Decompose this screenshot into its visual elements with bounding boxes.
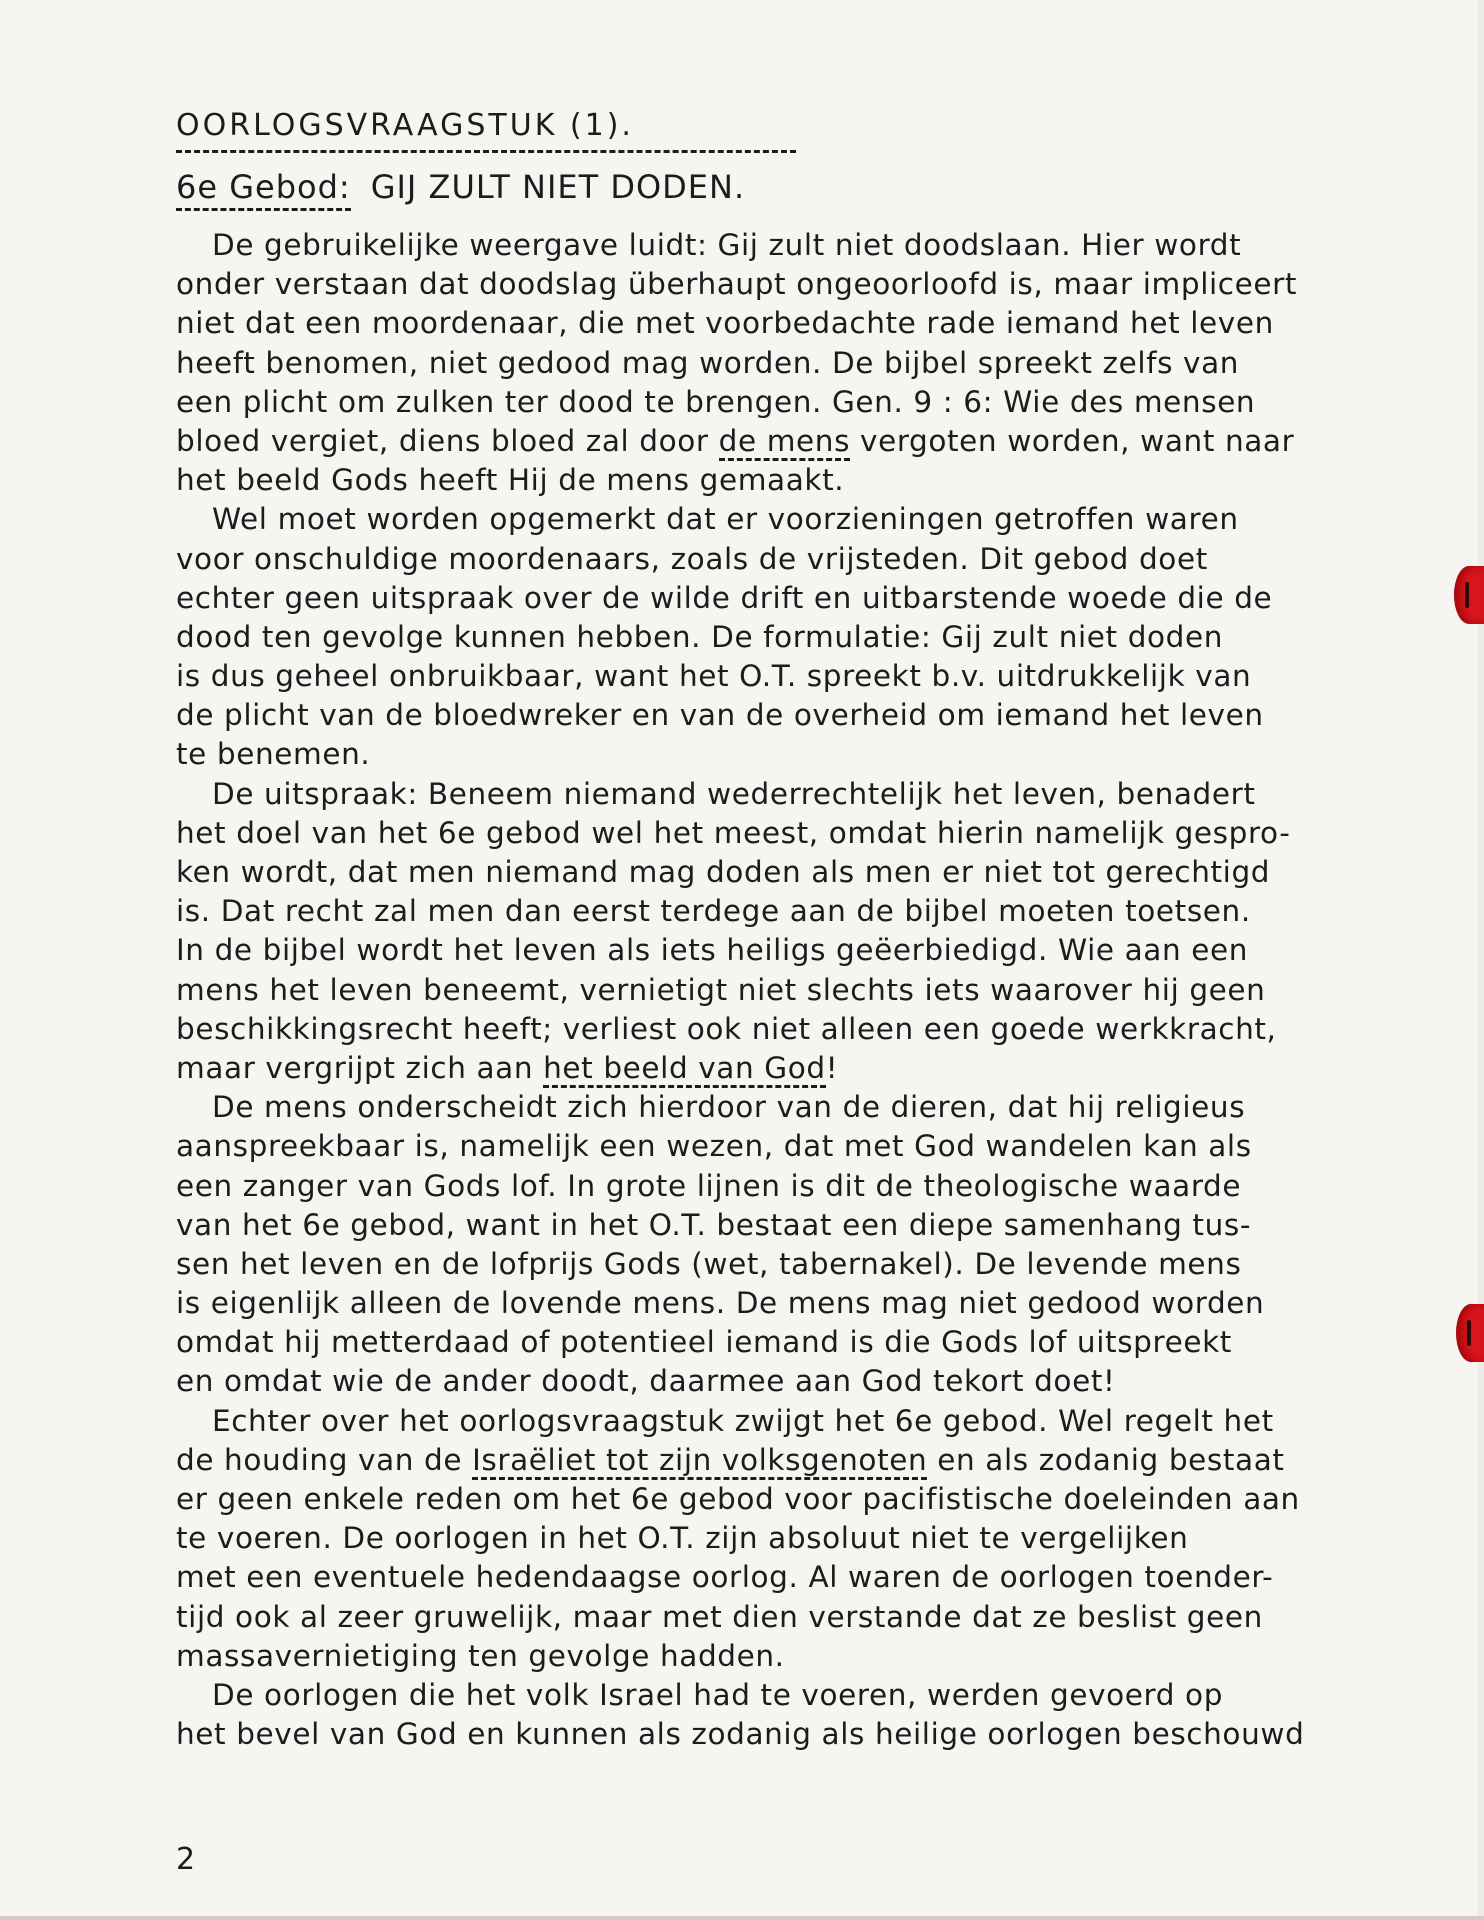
text-line: echter geen uitspraak over de wilde drift en uitbarstende woede die de: [176, 580, 1273, 615]
text-line: In de bijbel wordt het leven als iets heiligs geëerbiedigd. Wie aan een: [176, 933, 1249, 968]
text-line: mens het leven beneemt, vernietigt niet slechts iets waarover hij geen: [176, 972, 1266, 1007]
punch-hole-lower: [1456, 1304, 1484, 1362]
text-line: te benemen.: [176, 737, 371, 772]
commandment-text: GIJ ZULT NIET DODEN.: [370, 168, 746, 206]
underlined-phrase: de mens: [719, 424, 850, 461]
text-line: te voeren. De oorlogen in het O.T. zijn absoluut niet te vergelijken: [176, 1521, 1189, 1556]
text-line: het bevel van God en kunnen als zodanig als heilige oorlogen beschouwd: [176, 1717, 1305, 1752]
underlined-phrase: het beeld van God: [543, 1051, 826, 1088]
text-segment: en als zodanig bestaat: [927, 1442, 1285, 1477]
text-line: de plicht van de bloedwreker en van de overheid om iemand het leven: [176, 698, 1264, 733]
text-line: er geen enkele reden om het 6e gebod voor pacifistische doeleinden aan: [176, 1482, 1300, 1516]
text-line: onder verstaan dat doodslag überhaupt ongeoorloofd is, maar impliceert: [176, 267, 1297, 302]
text-segment: !: [825, 1050, 839, 1085]
text-line: het doel van het 6e gebod wel het meest, omdat hierin namelijk gespro-: [176, 815, 1291, 850]
text-segment: de houding van de: [176, 1442, 473, 1477]
punch-hole-upper: [1454, 566, 1484, 624]
text-line: aanspreekbaar is, namelijk een wezen, dat met God wandelen kan als: [176, 1129, 1252, 1164]
text-line: De oorlogen die het volk Israel had te voeren, werden gevoerd op: [212, 1677, 1224, 1712]
text-line: is eigenlijk alleen de lovende mens. De mens mag niet gedood worden: [176, 1286, 1265, 1321]
body-text: [176, 226, 1416, 1754]
text-line: [176, 1441, 1416, 1480]
text-line: sen het leven en de lofprijs Gods (wet, tabernakel). De levende mens: [176, 1246, 1242, 1281]
text-segment: maar vergrijpt zich aan: [176, 1050, 544, 1085]
text-line: is. Dat recht zal men dan eerst terdege aan de bijbel moeten toetsen.: [176, 894, 1251, 929]
commandment-heading: [176, 166, 745, 208]
document-title: OORLOGSVRAAGSTUK (1).: [176, 108, 634, 143]
text-line: met een eventuele hedendaagse oorlog. Al waren de oorlogen toender-: [176, 1560, 1274, 1595]
underlined-phrase: Israëliet tot zijn volksgenoten: [472, 1443, 927, 1480]
text-line: een zanger van Gods lof. In grote lijnen is dit de theologische waarde: [176, 1168, 1242, 1203]
page-number: 2: [176, 1842, 196, 1877]
text-line: het beeld Gods heeft Hij de mens gemaakt.: [176, 463, 845, 498]
text-line: en omdat wie de ander doodt, daarmee aan God tekort doet!: [176, 1364, 1116, 1399]
text-segment: vergoten worden, want naar: [850, 423, 1295, 458]
text-line: voor onschuldige moordenaars, zoals de vrijsteden. Dit gebod doet: [176, 541, 1208, 576]
text-line: is dus geheel onbruikbaar, want het O.T. spreekt b.v. uitdrukkelijk van: [176, 659, 1252, 694]
text-line: [176, 422, 1416, 461]
text-line: ken wordt, dat men niemand mag doden als men er niet tot gerechtigd: [176, 855, 1271, 889]
text-line: De mens onderscheidt zich hierdoor van de dieren, dat hij religieus: [212, 1090, 1246, 1125]
text-line: massavernietiging ten gevolge hadden.: [176, 1638, 785, 1673]
text-line: omdat hij metterdaad of potentieel iemand is die Gods lof uitspreekt: [176, 1325, 1232, 1360]
title-underline: [176, 150, 796, 153]
text-line: heeft benomen, niet gedood mag worden. De bijbel spreekt zelfs van: [176, 345, 1240, 380]
text-line: niet dat een moordenaar, die met voorbedachte rade iemand het leven: [176, 306, 1274, 341]
page-bottom-edge: [0, 1916, 1484, 1920]
text-line: een plicht om zulken ter dood te brengen. Gen. 9 : 6: Wie des mensen: [176, 384, 1256, 419]
text-line: tijd ook al zeer gruwelijk, maar met dien verstande dat ze beslist geen: [176, 1599, 1263, 1634]
text-line: dood ten gevolge kunnen hebben. De formulatie: Gij zult niet doden: [176, 619, 1224, 654]
page-edge: [1478, 0, 1484, 1920]
commandment-label: 6e Gebod:: [176, 168, 351, 211]
text-line: [176, 1049, 1416, 1088]
text-line: van het 6e gebod, want in het O.T. bestaat een diepe samenhang tus-: [176, 1207, 1252, 1242]
text-segment: bloed vergiet, diens bloed zal door: [176, 423, 719, 458]
text-line: Echter over het oorlogsvraagstuk zwijgt het 6e gebod. Wel regelt het: [212, 1403, 1274, 1438]
text-line: beschikkingsrecht heeft; verliest ook niet alleen een goede werkkracht,: [176, 1011, 1277, 1046]
text-line: De uitspraak: Beneem niemand wederrechtelijk het leven, benadert: [212, 776, 1256, 811]
text-line: Wel moet worden opgemerkt dat er voorzieningen getroffen waren: [212, 502, 1239, 537]
text-line: De gebruikelijke weergave luidt: Gij zult niet doodslaan. Hier wordt: [212, 228, 1242, 262]
